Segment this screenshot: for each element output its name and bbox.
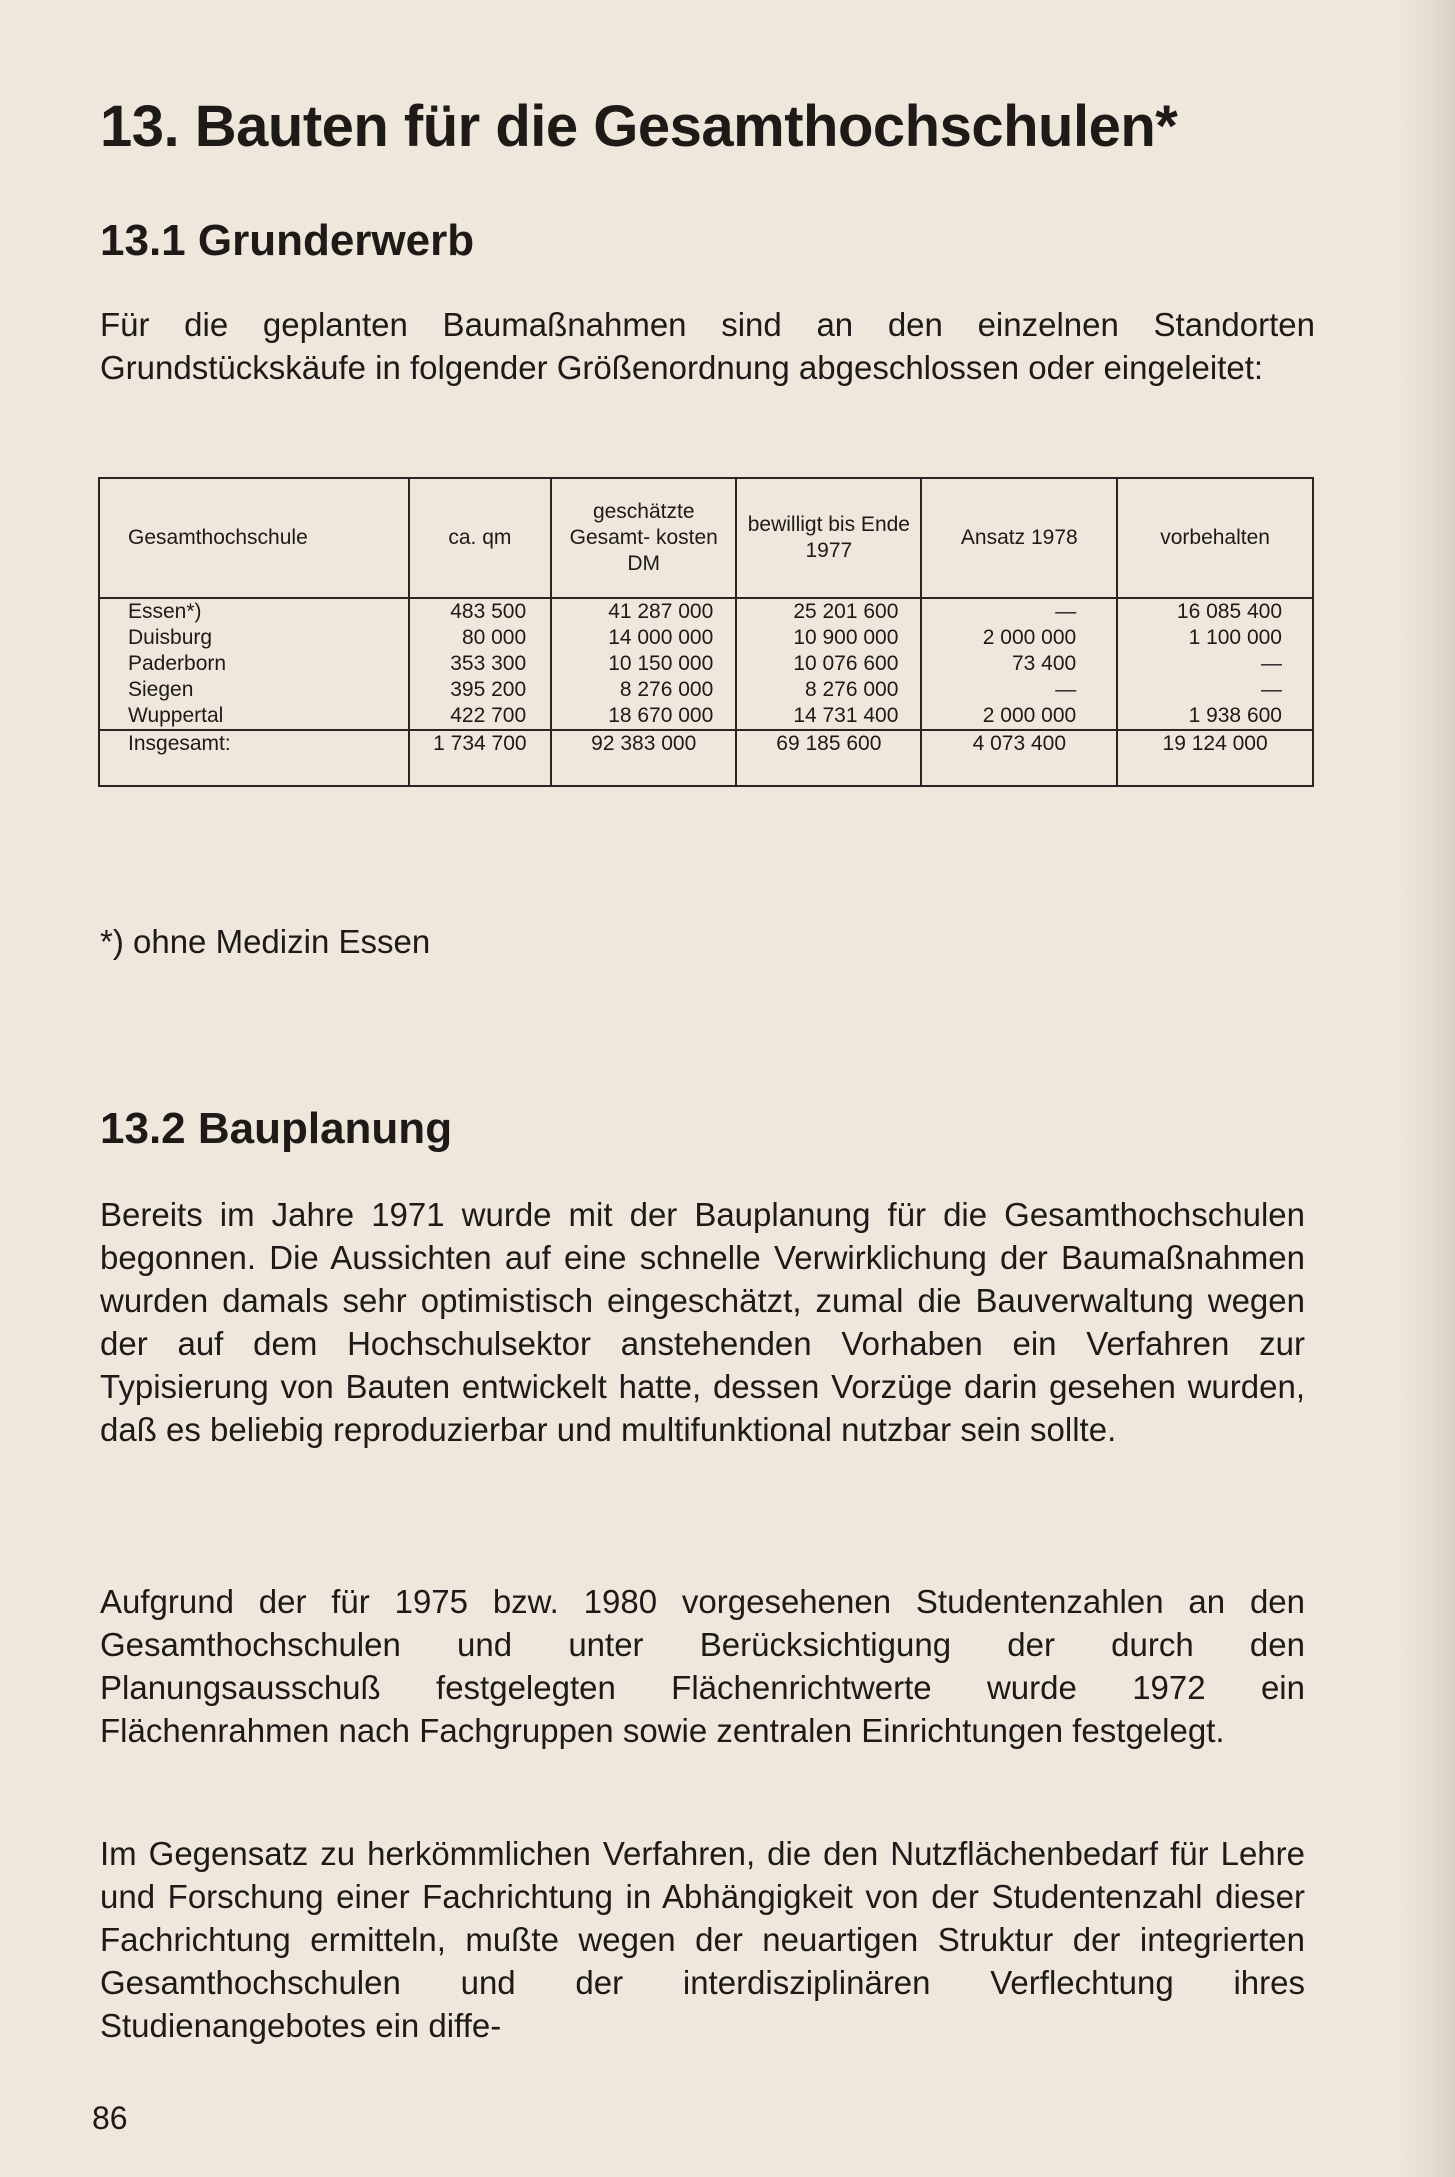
cell: Siegen (128, 678, 194, 701)
cell: 14 731 400 (793, 704, 899, 727)
cell: Duisburg (128, 626, 213, 649)
table-total-row (99, 730, 1313, 786)
grunderwerb-table (98, 477, 1314, 787)
page-edge (1395, 0, 1455, 2177)
cell: — (1055, 600, 1077, 623)
total-kosten: 92 383 000 (551, 730, 736, 786)
cell: 483 500 (450, 600, 527, 623)
total-bewilligt: 69 185 600 (736, 730, 921, 786)
page-number: 86 (92, 2100, 128, 2136)
cell: 41 287 000 (608, 600, 714, 623)
cell: — (1055, 678, 1077, 701)
header-bewilligt: bewilligt bis Ende 1977 (736, 478, 921, 598)
cell: 8 276 000 (804, 678, 899, 701)
column-qm (409, 598, 552, 730)
cell: 1 100 000 (1188, 626, 1282, 649)
cell: Wuppertal (128, 704, 224, 727)
section-1-title: 13.1 Grunderwerb (100, 216, 475, 265)
cell: 422 700 (450, 704, 527, 727)
table-header-row (99, 478, 1313, 598)
cell: 2 000 000 (982, 704, 1077, 727)
cell: 18 670 000 (608, 704, 714, 727)
header-ansatz: Ansatz 1978 (921, 478, 1117, 598)
cell: 8 276 000 (619, 678, 714, 701)
cell: 14 000 000 (608, 626, 714, 649)
cell: 2 000 000 (982, 626, 1077, 649)
cell: 1 938 600 (1188, 704, 1282, 727)
table-row (99, 598, 1313, 730)
cell: 10 076 600 (793, 652, 899, 675)
cell: — (1261, 678, 1282, 701)
section-2-title: 13.2 Bauplanung (100, 1104, 453, 1153)
column-bewilligt (736, 598, 921, 730)
cell: 16 085 400 (1176, 600, 1282, 623)
column-kosten (551, 598, 736, 730)
footnote: *) ohne Medizin Essen (100, 923, 431, 960)
column-names (99, 598, 409, 730)
chapter-heading: 13. Bauten für die Gesamthochschulen* (100, 94, 1178, 159)
total-qm: 1 734 700 (409, 730, 552, 786)
cell: Paderborn (128, 652, 227, 675)
total-ansatz: 4 073 400 (921, 730, 1117, 786)
paragraph: Bereits im Jahre 1971 wurde mit der Bauplanung für die Gesamthochschulen begonnen. Die Aussichten auf eine schnelle Verwirklichung der Baumaßnahmen wurden damals sehr optimistisch eingeschätzt, zumal die Bauverwaltung wegen der auf dem Hochschulsektor anstehenden Vorhaben ein Verfahren zur Typisierung von Bauten entwickelt hatte, dessen Vorzüge darin gesehen wurden, daß es beliebig reproduzierbar und multifunktional nutzbar sein sollte. (100, 1196, 1305, 1448)
column-vorbehalten (1117, 598, 1313, 730)
total-vorbehalten: 19 124 000 (1117, 730, 1313, 786)
cell: 10 900 000 (793, 626, 899, 649)
cell: 353 300 (450, 652, 527, 675)
header-kosten: geschätzte Gesamt- kosten DM (551, 478, 736, 598)
cell: 395 200 (450, 678, 527, 701)
page-content (100, 94, 1315, 2044)
cell: 25 201 600 (793, 600, 899, 623)
paragraph: Im Gegensatz zu herkömmlichen Verfahren, die den Nutzflächenbedarf für Lehre und Forschung einer Fachrichtung in Abhängigkeit von der Studentenzahl dieser Fachrichtung ermitteln, mußte wegen der neuartigen Struktur der integrierten Gesamthochschulen und der interdisziplinären Verflechtung ihres Studienangebotes ein diffe- (100, 1835, 1305, 2044)
paragraph: Aufgrund der für 1975 bzw. 1980 vorgesehenen Studentenzahlen an den Gesamthochschulen und unter Berücksichtigung der durch den Planungsausschuß festgelegten Flächenrichtwerte wurde 1972 ein Flächenrahmen nach Fachgruppen sowie zentralen Einrichtungen festgelegt. (100, 1583, 1305, 1749)
cell: 73 400 (1011, 652, 1077, 675)
cell: 80 000 (461, 626, 527, 649)
column-ansatz (921, 598, 1117, 730)
header-vorbehalten: vorbehalten (1117, 478, 1313, 598)
header-gesamthochschule: Gesamthochschule (99, 478, 409, 598)
total-label: Insgesamt: (99, 730, 409, 786)
cell: 10 150 000 (608, 652, 714, 675)
cell: Essen*) (128, 600, 202, 623)
section-1-intro: Für die geplanten Baumaßnahmen sind an den einzelnen Standorten Grundstückskäufe in folgender Größenordnung abgeschlossen oder eingeleitet: (100, 306, 1315, 386)
cell: — (1261, 652, 1282, 675)
header-qm: ca. qm (409, 478, 552, 598)
